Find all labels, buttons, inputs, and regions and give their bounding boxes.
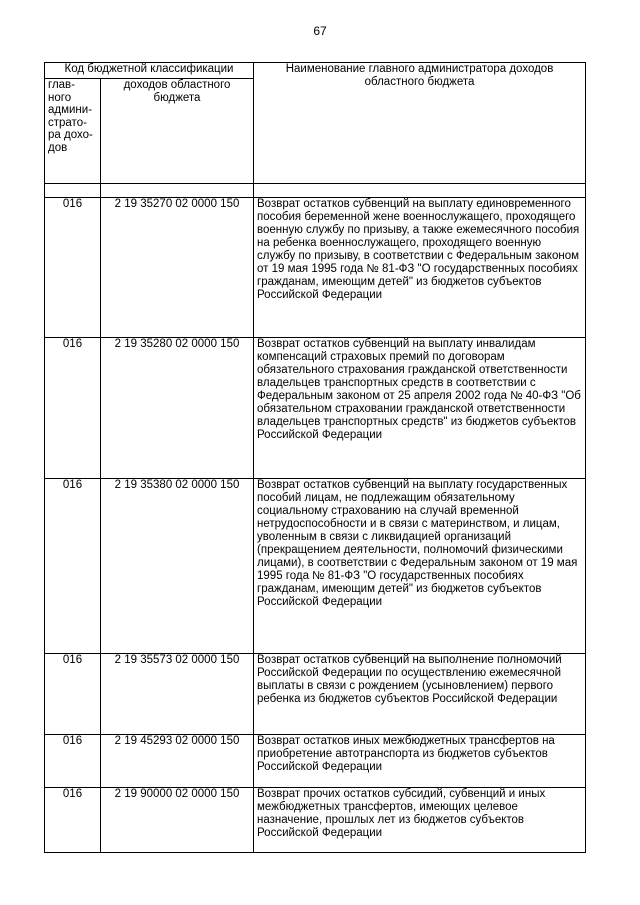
- income-code-cell: 2 19 35380 02 0000 150: [101, 479, 254, 654]
- description-cell: Возврат остатков иных межбюджетных трансфертов на приобретение автотранспорта из бюджетов субъектов Российской Федерации: [254, 735, 586, 788]
- table-row: [45, 788, 586, 853]
- table-row: [45, 479, 586, 654]
- admin-code-cell: 016: [45, 788, 101, 853]
- admin-code-cell: 016: [45, 198, 101, 338]
- table-row: [45, 735, 586, 788]
- header-regional-budget-income: доходов областного бюджета: [101, 79, 254, 184]
- page-number: 67: [313, 24, 327, 38]
- income-code-cell: 2 19 45293 02 0000 150: [101, 735, 254, 788]
- header-spacer-cell: [45, 184, 101, 198]
- table-header-spacer: [45, 184, 586, 198]
- description-cell: Возврат прочих остатков субсидий, субвенций и иных межбюджетных трансфертов, имеющих целевое назначение, прошлых лет из бюджетов субъектов Российской Федерации: [254, 788, 586, 853]
- table-row: [45, 198, 586, 338]
- header-administrator-name: Наименование главного администратора доходов областного бюджета: [254, 63, 586, 184]
- table-row: [45, 338, 586, 479]
- header-main-administrator-text: глав- ного админи- страто- ра дохо- дов: [48, 79, 93, 154]
- income-code-cell: 2 19 90000 02 0000 150: [101, 788, 254, 853]
- admin-code-cell: 016: [45, 735, 101, 788]
- header-budget-classification-code: Код бюджетной классификации: [45, 63, 254, 79]
- income-code-cell: 2 19 35270 02 0000 150: [101, 198, 254, 338]
- admin-code-cell: 016: [45, 479, 101, 654]
- description-cell: Возврат остатков субвенций на выполнение полномочий Российской Федерации по осуществлению ежемесячной выплаты в связи с рождением (усыновлением) первого ребенка из бюджетов субъектов Российской Федерации: [254, 654, 586, 735]
- table-row: [45, 654, 586, 735]
- budget-classification-table: [44, 62, 586, 853]
- description-cell: Возврат остатков субвенций на выплату государственных пособий лицам, не подлежащим обязательному социальному страхованию на случай временной нетрудоспособности и в связи с материнством, и лицам, уволенным в связи с ликвидацией организаций (прекращением деятельности, полномочий физическими лицами), в соответствии с Федеральным законом от 19 мая 1995 года № 81-ФЗ "О государственных пособиях гражданам, имеющим детей" из бюджетов субъектов Российской Федерации: [254, 479, 586, 654]
- header-spacer-cell: [101, 184, 254, 198]
- header-spacer-cell: [254, 184, 586, 198]
- table-header-row-group: [45, 63, 586, 79]
- description-cell: Возврат остатков субвенций на выплату инвалидам компенсаций страховых премий по договорам обязательного страхования гражданской ответственности владельцев транспортных средств в соответствии с Федеральным законом от 25 апреля 2002 года № 40-ФЗ "Об обязательном страховании гражданской ответственности владельцев транспортных средств" из бюджетов субъектов Российской Федерации: [254, 338, 586, 479]
- income-code-cell: 2 19 35280 02 0000 150: [101, 338, 254, 479]
- admin-code-cell: 016: [45, 338, 101, 479]
- description-cell: Возврат остатков субвенций на выплату единовременного пособия беременной жене военнослужащего, проходящего военную службу по призыву, а также ежемесячного пособия на ребенка военнослужащего, проходящего военную службу по призыву, в соответствии с Федеральным законом от 19 мая 1995 года № 81-ФЗ "О государственных пособиях гражданам, имеющим детей" из бюджетов субъектов Российской Федерации: [254, 198, 586, 338]
- admin-code-cell: 016: [45, 654, 101, 735]
- income-code-cell: 2 19 35573 02 0000 150: [101, 654, 254, 735]
- header-main-administrator: [45, 79, 101, 184]
